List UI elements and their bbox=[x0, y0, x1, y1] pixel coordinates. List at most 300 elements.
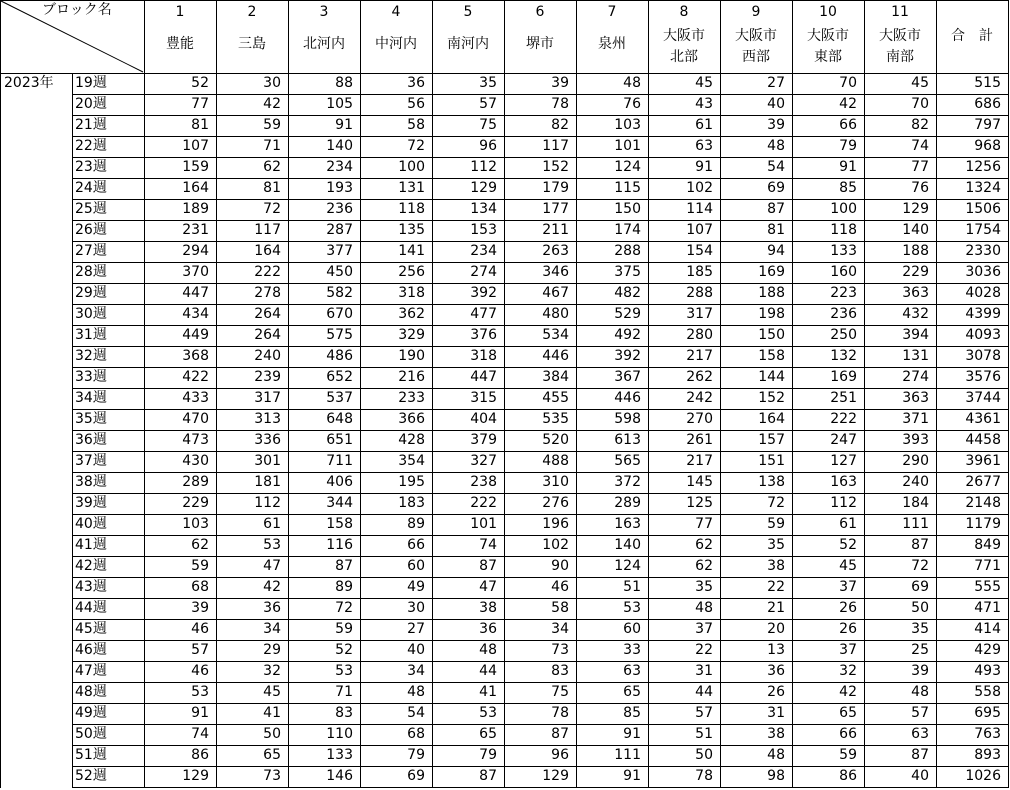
count-cell: 164 bbox=[254, 243, 281, 259]
count-cell: 87 bbox=[767, 201, 785, 217]
count-cell: 85 bbox=[839, 180, 857, 196]
count-cell: 60 bbox=[623, 621, 641, 637]
row-divider bbox=[72, 136, 1009, 137]
count-cell: 651 bbox=[326, 432, 353, 448]
count-cell: 78 bbox=[695, 768, 713, 784]
count-cell: 21 bbox=[767, 600, 785, 616]
count-cell: 69 bbox=[911, 579, 929, 595]
count-cell: 112 bbox=[470, 159, 497, 175]
count-cell: 31 bbox=[695, 663, 713, 679]
count-cell: 392 bbox=[470, 285, 497, 301]
column-divider bbox=[576, 0, 577, 788]
column-number: 4 bbox=[391, 4, 401, 20]
count-cell: 91 bbox=[623, 768, 641, 784]
count-cell: 363 bbox=[902, 285, 929, 301]
row-divider bbox=[72, 787, 1009, 788]
column-header bbox=[288, 0, 360, 73]
column-header bbox=[576, 0, 648, 73]
count-cell: 278 bbox=[254, 285, 281, 301]
count-cell: 102 bbox=[686, 180, 713, 196]
count-cell: 236 bbox=[830, 306, 857, 322]
count-cell: 529 bbox=[614, 306, 641, 322]
count-cell: 670 bbox=[326, 306, 353, 322]
count-cell: 96 bbox=[551, 747, 569, 763]
count-cell: 375 bbox=[614, 264, 641, 280]
count-cell: 152 bbox=[758, 390, 785, 406]
column-divider bbox=[504, 0, 505, 788]
count-cell: 107 bbox=[182, 138, 209, 154]
count-cell: 222 bbox=[254, 264, 281, 280]
count-cell: 36 bbox=[407, 75, 425, 91]
count-cell: 179 bbox=[542, 180, 569, 196]
count-cell: 59 bbox=[839, 747, 857, 763]
count-cell: 131 bbox=[902, 348, 929, 364]
row-divider bbox=[72, 220, 1009, 221]
count-cell: 223 bbox=[830, 285, 857, 301]
count-cell: 432 bbox=[902, 306, 929, 322]
count-cell: 52 bbox=[335, 642, 353, 658]
count-cell: 169 bbox=[758, 264, 785, 280]
count-cell: 46 bbox=[551, 579, 569, 595]
count-cell: 72 bbox=[911, 558, 929, 574]
count-cell: 63 bbox=[911, 726, 929, 742]
count-cell: 280 bbox=[686, 327, 713, 343]
week-label: 39週 bbox=[75, 495, 107, 511]
count-cell: 62 bbox=[695, 558, 713, 574]
count-cell: 112 bbox=[830, 495, 857, 511]
row-divider bbox=[72, 283, 1009, 284]
week-label: 33週 bbox=[75, 369, 107, 385]
count-cell: 264 bbox=[254, 306, 281, 322]
count-cell: 336 bbox=[254, 432, 281, 448]
column-number: 9 bbox=[751, 4, 761, 20]
count-cell: 158 bbox=[326, 516, 353, 532]
column-header bbox=[144, 0, 216, 73]
count-cell: 48 bbox=[911, 684, 929, 700]
week-label: 24週 bbox=[75, 180, 107, 196]
count-cell: 26 bbox=[767, 684, 785, 700]
count-cell: 79 bbox=[839, 138, 857, 154]
total-cell: 893 bbox=[974, 747, 1001, 763]
count-cell: 164 bbox=[758, 411, 785, 427]
count-cell: 190 bbox=[398, 348, 425, 364]
count-cell: 150 bbox=[614, 201, 641, 217]
count-cell: 163 bbox=[614, 516, 641, 532]
count-cell: 229 bbox=[182, 495, 209, 511]
count-cell: 270 bbox=[686, 411, 713, 427]
count-cell: 256 bbox=[398, 264, 425, 280]
count-cell: 288 bbox=[614, 243, 641, 259]
total-cell: 797 bbox=[974, 117, 1001, 133]
count-cell: 48 bbox=[767, 747, 785, 763]
week-label: 20週 bbox=[75, 96, 107, 112]
count-cell: 151 bbox=[758, 453, 785, 469]
total-cell: 2148 bbox=[965, 495, 1001, 511]
column-name: 大阪市 東部 bbox=[807, 28, 849, 65]
count-cell: 158 bbox=[758, 348, 785, 364]
row-divider bbox=[72, 661, 1009, 662]
count-cell: 133 bbox=[326, 747, 353, 763]
count-cell: 45 bbox=[839, 558, 857, 574]
count-cell: 77 bbox=[191, 96, 209, 112]
count-cell: 217 bbox=[686, 453, 713, 469]
count-cell: 153 bbox=[470, 222, 497, 238]
count-cell: 57 bbox=[911, 705, 929, 721]
count-cell: 88 bbox=[335, 75, 353, 91]
count-cell: 98 bbox=[767, 768, 785, 784]
column-name: 泉州 bbox=[598, 36, 626, 52]
week-label: 31週 bbox=[75, 327, 107, 343]
count-cell: 36 bbox=[767, 663, 785, 679]
count-cell: 42 bbox=[839, 684, 857, 700]
total-cell: 493 bbox=[974, 663, 1001, 679]
count-cell: 131 bbox=[398, 180, 425, 196]
count-cell: 79 bbox=[479, 747, 497, 763]
count-cell: 37 bbox=[839, 579, 857, 595]
count-cell: 71 bbox=[263, 138, 281, 154]
count-cell: 211 bbox=[542, 222, 569, 238]
total-cell: 3576 bbox=[965, 369, 1001, 385]
count-cell: 47 bbox=[479, 579, 497, 595]
count-cell: 264 bbox=[254, 327, 281, 343]
total-cell: 555 bbox=[974, 579, 1001, 595]
count-cell: 294 bbox=[182, 243, 209, 259]
total-cell: 4458 bbox=[965, 432, 1001, 448]
count-cell: 362 bbox=[398, 306, 425, 322]
count-cell: 367 bbox=[614, 369, 641, 385]
count-cell: 48 bbox=[695, 600, 713, 616]
count-cell: 65 bbox=[263, 747, 281, 763]
count-cell: 87 bbox=[335, 558, 353, 574]
count-cell: 82 bbox=[911, 117, 929, 133]
count-cell: 376 bbox=[470, 327, 497, 343]
count-cell: 39 bbox=[911, 663, 929, 679]
column-header bbox=[216, 0, 288, 73]
count-cell: 274 bbox=[470, 264, 497, 280]
count-cell: 59 bbox=[191, 558, 209, 574]
count-cell: 434 bbox=[182, 306, 209, 322]
count-cell: 318 bbox=[470, 348, 497, 364]
count-cell: 239 bbox=[254, 369, 281, 385]
count-cell: 189 bbox=[182, 201, 209, 217]
count-cell: 36 bbox=[479, 621, 497, 637]
count-cell: 86 bbox=[839, 768, 857, 784]
count-cell: 174 bbox=[614, 222, 641, 238]
week-label: 42週 bbox=[75, 558, 107, 574]
count-cell: 276 bbox=[542, 495, 569, 511]
count-cell: 26 bbox=[839, 621, 857, 637]
total-cell: 414 bbox=[974, 621, 1001, 637]
count-cell: 217 bbox=[686, 348, 713, 364]
total-cell: 558 bbox=[974, 684, 1001, 700]
count-cell: 565 bbox=[614, 453, 641, 469]
count-cell: 48 bbox=[407, 684, 425, 700]
count-cell: 60 bbox=[407, 558, 425, 574]
count-cell: 34 bbox=[551, 621, 569, 637]
count-cell: 188 bbox=[758, 285, 785, 301]
count-cell: 711 bbox=[326, 453, 353, 469]
total-cell: 4399 bbox=[965, 306, 1001, 322]
count-cell: 105 bbox=[326, 96, 353, 112]
count-cell: 65 bbox=[623, 684, 641, 700]
week-label: 25週 bbox=[75, 201, 107, 217]
column-name: 南河内 bbox=[447, 36, 489, 52]
week-label: 30週 bbox=[75, 306, 107, 322]
count-cell: 72 bbox=[263, 201, 281, 217]
row-divider bbox=[72, 619, 1009, 620]
count-cell: 117 bbox=[542, 138, 569, 154]
total-cell: 1506 bbox=[965, 201, 1001, 217]
count-cell: 56 bbox=[407, 96, 425, 112]
count-cell: 370 bbox=[182, 264, 209, 280]
count-cell: 87 bbox=[551, 726, 569, 742]
count-cell: 35 bbox=[695, 579, 713, 595]
count-cell: 406 bbox=[326, 474, 353, 490]
week-label: 51週 bbox=[75, 747, 107, 763]
column-name: 中河内 bbox=[375, 36, 417, 52]
count-cell: 144 bbox=[758, 369, 785, 385]
count-cell: 274 bbox=[902, 369, 929, 385]
row-divider bbox=[72, 115, 1009, 116]
column-divider bbox=[936, 0, 937, 788]
count-cell: 36 bbox=[263, 600, 281, 616]
count-cell: 78 bbox=[551, 96, 569, 112]
count-cell: 54 bbox=[407, 705, 425, 721]
count-cell: 371 bbox=[902, 411, 929, 427]
week-label: 40週 bbox=[75, 516, 107, 532]
count-cell: 184 bbox=[902, 495, 929, 511]
count-cell: 61 bbox=[695, 117, 713, 133]
column-header bbox=[648, 0, 720, 73]
count-cell: 447 bbox=[470, 369, 497, 385]
count-cell: 22 bbox=[767, 579, 785, 595]
count-cell: 222 bbox=[830, 411, 857, 427]
count-cell: 81 bbox=[767, 222, 785, 238]
count-cell: 488 bbox=[542, 453, 569, 469]
row-divider bbox=[72, 409, 1009, 410]
count-cell: 73 bbox=[263, 768, 281, 784]
week-label: 52週 bbox=[75, 768, 107, 784]
count-cell: 57 bbox=[479, 96, 497, 112]
count-cell: 652 bbox=[326, 369, 353, 385]
row-divider bbox=[72, 157, 1009, 158]
count-cell: 87 bbox=[911, 747, 929, 763]
week-label: 36週 bbox=[75, 432, 107, 448]
count-cell: 110 bbox=[326, 726, 353, 742]
row-divider bbox=[72, 514, 1009, 515]
total-cell: 1026 bbox=[965, 768, 1001, 784]
count-cell: 61 bbox=[839, 516, 857, 532]
count-cell: 145 bbox=[686, 474, 713, 490]
count-cell: 198 bbox=[758, 306, 785, 322]
count-cell: 52 bbox=[191, 75, 209, 91]
count-cell: 247 bbox=[830, 432, 857, 448]
count-cell: 140 bbox=[614, 537, 641, 553]
row-divider bbox=[72, 178, 1009, 179]
count-cell: 447 bbox=[182, 285, 209, 301]
column-number: 7 bbox=[607, 4, 617, 20]
count-cell: 39 bbox=[191, 600, 209, 616]
count-cell: 118 bbox=[830, 222, 857, 238]
count-cell: 45 bbox=[263, 684, 281, 700]
count-cell: 72 bbox=[335, 600, 353, 616]
total-cell: 771 bbox=[974, 558, 1001, 574]
count-cell: 251 bbox=[830, 390, 857, 406]
count-cell: 100 bbox=[398, 159, 425, 175]
count-cell: 250 bbox=[830, 327, 857, 343]
count-cell: 91 bbox=[623, 726, 641, 742]
total-cell: 515 bbox=[974, 75, 1001, 91]
count-cell: 183 bbox=[398, 495, 425, 511]
count-cell: 327 bbox=[470, 453, 497, 469]
count-cell: 315 bbox=[470, 390, 497, 406]
count-cell: 83 bbox=[551, 663, 569, 679]
column-divider bbox=[792, 0, 793, 788]
count-cell: 240 bbox=[254, 348, 281, 364]
count-cell: 94 bbox=[767, 243, 785, 259]
count-cell: 75 bbox=[551, 684, 569, 700]
count-cell: 195 bbox=[398, 474, 425, 490]
count-cell: 57 bbox=[191, 642, 209, 658]
count-cell: 59 bbox=[767, 516, 785, 532]
count-cell: 263 bbox=[542, 243, 569, 259]
count-cell: 346 bbox=[542, 264, 569, 280]
row-divider bbox=[72, 346, 1009, 347]
count-cell: 135 bbox=[398, 222, 425, 238]
count-cell: 288 bbox=[686, 285, 713, 301]
count-cell: 134 bbox=[470, 201, 497, 217]
count-cell: 81 bbox=[191, 117, 209, 133]
column-divider bbox=[864, 0, 865, 788]
count-cell: 480 bbox=[542, 306, 569, 322]
row-divider bbox=[72, 367, 1009, 368]
count-cell: 53 bbox=[263, 537, 281, 553]
row-divider bbox=[72, 262, 1009, 263]
row-divider bbox=[72, 745, 1009, 746]
count-cell: 393 bbox=[902, 432, 929, 448]
count-cell: 238 bbox=[470, 474, 497, 490]
week-label: 41週 bbox=[75, 537, 107, 553]
column-name: 北河内 bbox=[303, 36, 345, 52]
count-cell: 129 bbox=[902, 201, 929, 217]
count-cell: 37 bbox=[839, 642, 857, 658]
count-cell: 366 bbox=[398, 411, 425, 427]
row-divider bbox=[72, 703, 1009, 704]
row-divider bbox=[72, 325, 1009, 326]
count-cell: 45 bbox=[695, 75, 713, 91]
week-label: 22週 bbox=[75, 138, 107, 154]
count-cell: 154 bbox=[686, 243, 713, 259]
week-label: 19週 bbox=[75, 75, 107, 91]
count-cell: 107 bbox=[686, 222, 713, 238]
row-divider bbox=[72, 766, 1009, 767]
count-cell: 42 bbox=[263, 96, 281, 112]
count-cell: 240 bbox=[902, 474, 929, 490]
count-cell: 379 bbox=[470, 432, 497, 448]
count-cell: 216 bbox=[398, 369, 425, 385]
count-cell: 29 bbox=[263, 642, 281, 658]
count-cell: 394 bbox=[902, 327, 929, 343]
row-divider bbox=[72, 493, 1009, 494]
count-cell: 112 bbox=[254, 495, 281, 511]
count-cell: 231 bbox=[182, 222, 209, 238]
week-label: 21週 bbox=[75, 117, 107, 133]
count-cell: 537 bbox=[326, 390, 353, 406]
row-divider bbox=[72, 430, 1009, 431]
count-cell: 102 bbox=[542, 537, 569, 553]
count-cell: 40 bbox=[407, 642, 425, 658]
column-number: 2 bbox=[247, 4, 257, 20]
count-cell: 81 bbox=[263, 180, 281, 196]
count-cell: 76 bbox=[911, 180, 929, 196]
count-cell: 66 bbox=[839, 726, 857, 742]
count-cell: 27 bbox=[407, 621, 425, 637]
column-divider bbox=[360, 0, 361, 788]
count-cell: 25 bbox=[911, 642, 929, 658]
total-cell: 849 bbox=[974, 537, 1001, 553]
count-cell: 116 bbox=[326, 537, 353, 553]
count-cell: 132 bbox=[830, 348, 857, 364]
count-cell: 87 bbox=[479, 558, 497, 574]
count-cell: 49 bbox=[407, 579, 425, 595]
row-divider bbox=[72, 556, 1009, 557]
column-number: 10 bbox=[819, 4, 837, 20]
count-cell: 486 bbox=[326, 348, 353, 364]
count-cell: 51 bbox=[623, 579, 641, 595]
count-cell: 70 bbox=[839, 75, 857, 91]
count-cell: 446 bbox=[542, 348, 569, 364]
count-cell: 53 bbox=[623, 600, 641, 616]
count-cell: 520 bbox=[542, 432, 569, 448]
column-header bbox=[432, 0, 504, 73]
count-cell: 318 bbox=[398, 285, 425, 301]
count-cell: 329 bbox=[398, 327, 425, 343]
count-cell: 261 bbox=[686, 432, 713, 448]
count-cell: 169 bbox=[830, 369, 857, 385]
count-cell: 124 bbox=[614, 558, 641, 574]
row-divider bbox=[72, 640, 1009, 641]
count-cell: 90 bbox=[551, 558, 569, 574]
count-cell: 428 bbox=[398, 432, 425, 448]
row-divider bbox=[72, 199, 1009, 200]
count-cell: 196 bbox=[542, 516, 569, 532]
count-cell: 91 bbox=[191, 705, 209, 721]
count-cell: 50 bbox=[695, 747, 713, 763]
count-cell: 103 bbox=[614, 117, 641, 133]
count-cell: 129 bbox=[542, 768, 569, 784]
count-cell: 234 bbox=[470, 243, 497, 259]
count-cell: 372 bbox=[614, 474, 641, 490]
total-cell: 1754 bbox=[965, 222, 1001, 238]
count-cell: 65 bbox=[839, 705, 857, 721]
total-cell: 686 bbox=[974, 96, 1001, 112]
count-cell: 446 bbox=[614, 390, 641, 406]
column-name: 堺市 bbox=[526, 36, 554, 52]
count-cell: 89 bbox=[335, 579, 353, 595]
week-label: 23週 bbox=[75, 159, 107, 175]
count-cell: 53 bbox=[191, 684, 209, 700]
column-header bbox=[720, 0, 792, 73]
count-cell: 82 bbox=[551, 117, 569, 133]
column-name: 大阪市 北部 bbox=[663, 28, 705, 65]
count-cell: 20 bbox=[767, 621, 785, 637]
total-cell: 695 bbox=[974, 705, 1001, 721]
column-divider bbox=[144, 0, 145, 788]
count-cell: 59 bbox=[263, 117, 281, 133]
count-cell: 598 bbox=[614, 411, 641, 427]
count-cell: 91 bbox=[839, 159, 857, 175]
count-cell: 115 bbox=[614, 180, 641, 196]
